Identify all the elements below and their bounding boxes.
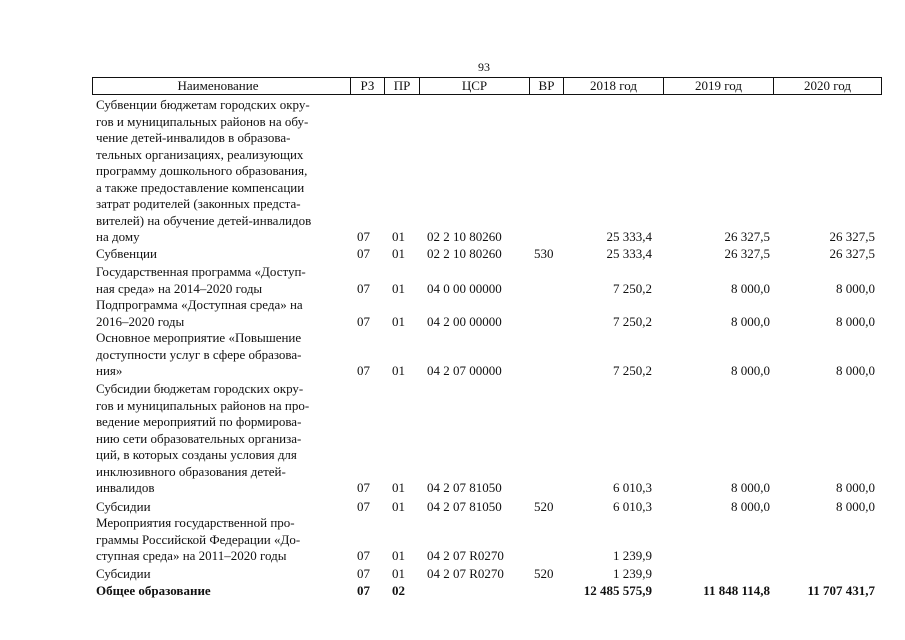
cell-rz: 07 — [357, 363, 370, 378]
cell-rz: 07 — [357, 229, 370, 244]
table-row — [0, 330, 905, 380]
cell-y2020: 26 327,5 — [829, 229, 875, 244]
cell-rz: 07 — [357, 280, 370, 296]
row-name — [96, 97, 346, 246]
cell-rz: 07 — [357, 499, 370, 514]
row-name — [96, 330, 346, 380]
header-pr: ПР — [384, 78, 419, 94]
cell-y2020: 8 000,0 — [836, 280, 875, 296]
row-name-line: тельных организациях, реализующих — [96, 146, 304, 162]
row-name-line: ведение мероприятий по формирова- — [96, 414, 302, 429]
cell-rz: 07 — [357, 566, 370, 581]
cell-pr: 01 — [392, 480, 405, 495]
row-name — [96, 297, 346, 330]
cell-rz: 07 — [357, 246, 370, 261]
cell-y2018: 12 485 575,9 — [583, 583, 652, 598]
row-name-line: Субсидии — [96, 566, 151, 581]
cell-y2019: 8 000,0 — [731, 499, 770, 514]
cell-y2019: 26 327,5 — [724, 246, 770, 261]
table-header — [92, 77, 882, 95]
cell-csr: 02 2 10 80260 — [427, 229, 502, 244]
row-name-line: доступности услуг в сфере образова- — [96, 346, 302, 362]
cell-y2018: 6 010,3 — [613, 480, 652, 495]
table-row — [0, 583, 905, 600]
row-name — [96, 381, 346, 497]
row-name-line: Субвенции бюджетам городских окру- — [96, 97, 310, 112]
row-name-line: ступная среда» на 2011–2020 годы — [96, 548, 287, 563]
header-rz: РЗ — [350, 78, 384, 94]
cell-y2020: 8 000,0 — [836, 480, 875, 495]
header-2019: 2019 год — [663, 78, 773, 94]
row-name-line: Субсидии — [96, 499, 151, 514]
table-row — [0, 97, 905, 246]
cell-pr: 01 — [392, 566, 405, 581]
row-name — [96, 583, 346, 600]
row-name-line: на дому — [96, 229, 140, 244]
table-row — [0, 566, 905, 583]
table-row — [0, 264, 905, 297]
cell-pr: 02 — [392, 583, 405, 598]
row-name-line: инвалидов — [96, 480, 155, 495]
cell-csr: 04 2 00 00000 — [427, 313, 502, 329]
cell-y2020: 11 707 431,7 — [807, 583, 875, 598]
page-number: 93 — [478, 60, 490, 74]
row-name-line: граммы Российской Федерации «До- — [96, 531, 301, 547]
cell-pr: 01 — [392, 280, 405, 296]
cell-csr: 04 2 07 R0270 — [427, 548, 504, 563]
row-name — [96, 246, 346, 263]
cell-y2020: 8 000,0 — [836, 363, 875, 378]
table-row — [0, 499, 905, 516]
cell-y2019: 8 000,0 — [731, 280, 770, 296]
cell-y2019: 8 000,0 — [731, 363, 770, 378]
row-name-line: Основное мероприятие «Повышение — [96, 330, 302, 345]
row-name-line: гов и муниципальных районов на про- — [96, 397, 310, 413]
cell-y2020: 8 000,0 — [836, 313, 875, 329]
cell-y2019: 26 327,5 — [724, 229, 770, 244]
cell-y2018: 1 239,9 — [613, 548, 652, 563]
row-name-line: ния» — [96, 363, 123, 378]
row-name-line: а также предоставление компенсации — [96, 179, 305, 195]
header-csr: ЦСР — [419, 78, 529, 94]
cell-y2019: 8 000,0 — [731, 313, 770, 329]
row-name-line: Общее образование — [96, 583, 211, 598]
row-name-line: вителей) на обучение детей-инвалидов — [96, 212, 312, 228]
header-2020: 2020 год — [773, 78, 881, 94]
row-name — [96, 566, 346, 583]
row-name — [96, 515, 346, 565]
row-name-line: Субвенции — [96, 246, 157, 261]
cell-pr: 01 — [392, 229, 405, 244]
row-name-line: Государственная программа «Доступ- — [96, 264, 306, 279]
cell-pr: 01 — [392, 363, 405, 378]
header-name: Наименование — [177, 78, 259, 93]
row-name-line: затрат родителей (законных предста- — [96, 196, 301, 211]
cell-csr: 04 2 07 81050 — [427, 499, 502, 514]
cell-y2020: 8 000,0 — [836, 499, 875, 514]
table-row — [0, 246, 905, 263]
row-name-line: Подпрограмма «Доступная среда» на — [96, 297, 303, 312]
cell-y2018: 25 333,4 — [606, 229, 652, 244]
cell-rz: 07 — [357, 548, 370, 563]
cell-csr: 04 2 07 R0270 — [427, 566, 504, 581]
table-row — [0, 381, 905, 497]
cell-vr: 520 — [534, 499, 554, 514]
cell-vr: 520 — [534, 566, 554, 581]
header-vr: ВР — [529, 78, 563, 94]
cell-pr: 01 — [392, 313, 405, 329]
cell-csr: 02 2 10 80260 — [427, 246, 502, 261]
row-name — [96, 264, 346, 297]
row-name-line: Субсидии бюджетам городских окру- — [96, 381, 304, 396]
row-name-line: чение детей-инвалидов в образова- — [96, 130, 291, 145]
cell-rz: 07 — [357, 480, 370, 495]
cell-pr: 01 — [392, 499, 405, 514]
table-row — [0, 515, 905, 565]
header-2018: 2018 год — [563, 78, 663, 94]
cell-y2018: 7 250,2 — [613, 363, 652, 378]
cell-y2018: 7 250,2 — [613, 313, 652, 329]
cell-rz: 07 — [357, 313, 370, 329]
row-name-line: 2016–2020 годы — [96, 313, 185, 329]
row-name — [96, 499, 346, 516]
cell-pr: 01 — [392, 548, 405, 563]
cell-y2020: 26 327,5 — [829, 246, 875, 261]
cell-rz: 07 — [357, 583, 370, 598]
cell-pr: 01 — [392, 246, 405, 261]
row-name-line: нию сети образовательных организа- — [96, 430, 302, 446]
cell-csr: 04 0 00 00000 — [427, 280, 502, 296]
cell-vr: 530 — [534, 246, 554, 261]
cell-csr: 04 2 07 00000 — [427, 363, 502, 378]
table-row — [0, 297, 905, 330]
cell-csr: 04 2 07 81050 — [427, 480, 502, 495]
cell-y2019: 11 848 114,8 — [703, 583, 770, 598]
row-name-line: программу дошкольного образования, — [96, 163, 308, 178]
cell-y2018: 7 250,2 — [613, 280, 652, 296]
row-name-line: инклюзивного образования детей- — [96, 463, 286, 479]
row-name-line: ная среда» на 2014–2020 годы — [96, 280, 263, 296]
cell-y2018: 25 333,4 — [606, 246, 652, 261]
cell-y2019: 8 000,0 — [731, 480, 770, 495]
row-name-line: Мероприятия государственной про- — [96, 515, 295, 530]
cell-y2018: 6 010,3 — [613, 499, 652, 514]
row-name-line: ций, в которых созданы условия для — [96, 447, 297, 462]
row-name-line: гов и муниципальных районов на обу- — [96, 113, 309, 129]
cell-y2018: 1 239,9 — [613, 566, 652, 581]
